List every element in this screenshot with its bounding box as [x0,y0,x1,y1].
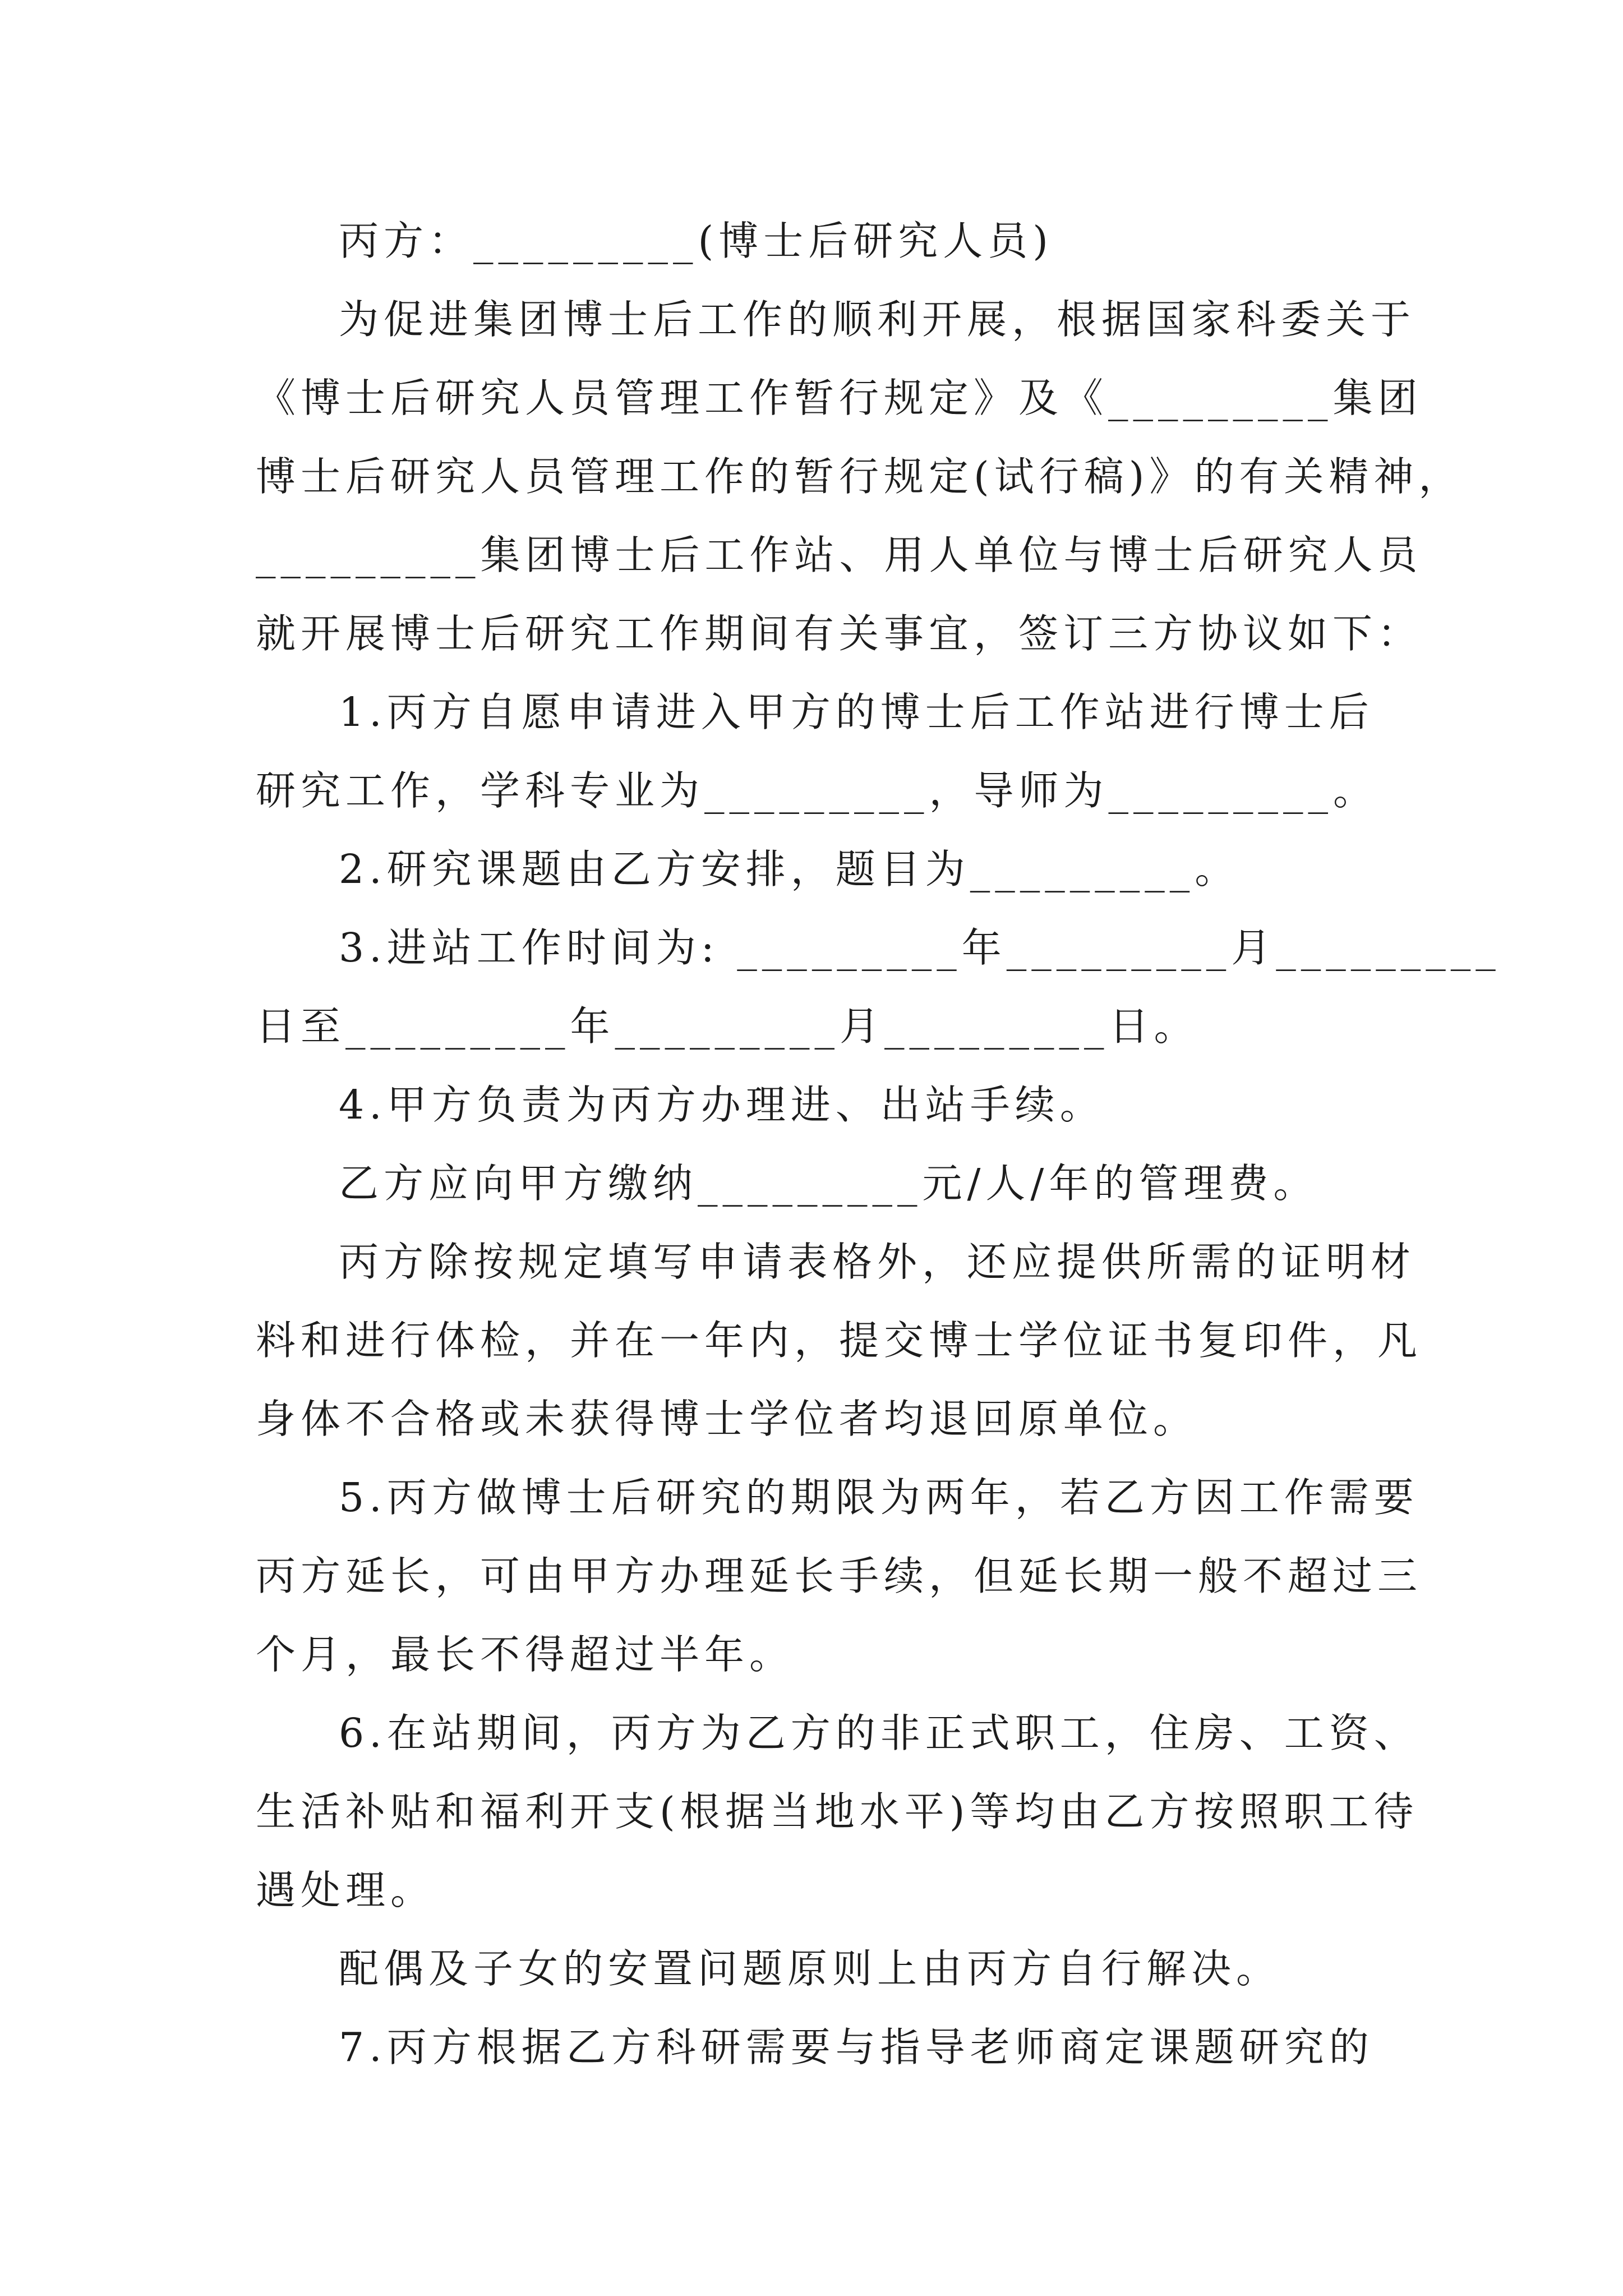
clause-5-line: 5.丙方做博士后研究的期限为两年，若乙方因工作需要 [339,1474,1419,1521]
clause-3-line: 3.进站工作时间为: _________年_________月_________ [339,924,1501,971]
agreement-text [256,202,1501,2087]
text-line: 博士后研究人员管理工作的暂行规定(试行稿)》的有关精神， [256,453,1464,500]
text-line: 配偶及子女的安置问题原则上由丙方自行解决。 [339,1945,1281,1992]
text-line: 生活补贴和福利开支(根据当地水平)等均由乙方按照职工待 [256,1788,1419,1835]
text-line: 身体不合格或未获得博士学位者均退回原单位。 [256,1396,1198,1442]
text-line: 丙方除按规定填写申请表格外，还应提供所需的证明材 [339,1239,1416,1285]
text-line: 料和进行体检，并在一年内，提交博士学位证书复印件，凡 [256,1317,1423,1364]
text-line: 丙方延长，可由甲方办理延长手续，但延长期一般不超过三 [256,1553,1423,1599]
text-line: 就开展博士后研究工作期间有关事宜，签订三方协议如下： [256,610,1423,657]
text-line: 日至_________年_________月_________日。 [256,1003,1199,1050]
clause-7-line: 7.丙方根据乙方科研需要与指导老师商定课题研究的 [339,2024,1374,2070]
text-line: 研究工作，学科专业为_________，导师为_________。 [256,767,1378,814]
clause-4-line: 4.甲方负责为丙方办理进、出站手续。 [339,1082,1105,1128]
text-line: _________集团博士后工作站、用人单位与博士后研究人员 [256,532,1423,578]
text-line: 为促进集团博士后工作的顺利开展，根据国家科委关于 [339,296,1416,343]
text-line: 遇处理。 [256,1867,436,1913]
text-line: 个月，最长不得超过半年。 [256,1631,795,1678]
clause-6-line: 6.在站期间，丙方为乙方的非正式职工，住房、工资、 [339,1710,1419,1756]
clause-2-line: 2.研究课题由乙方安排，题目为_________。 [339,846,1240,892]
text-line: 《博士后研究人员管理工作暂行规定》及《_________集团 [256,375,1423,421]
text-line: 乙方应向甲方缴纳_________元/人/年的管理费。 [339,1160,1318,1207]
text-line-party-c: 丙方：_________(博士后研究人员) [339,218,1053,264]
clause-1-line: 1.丙方自愿申请进入甲方的博士后工作站进行博士后 [339,689,1374,735]
